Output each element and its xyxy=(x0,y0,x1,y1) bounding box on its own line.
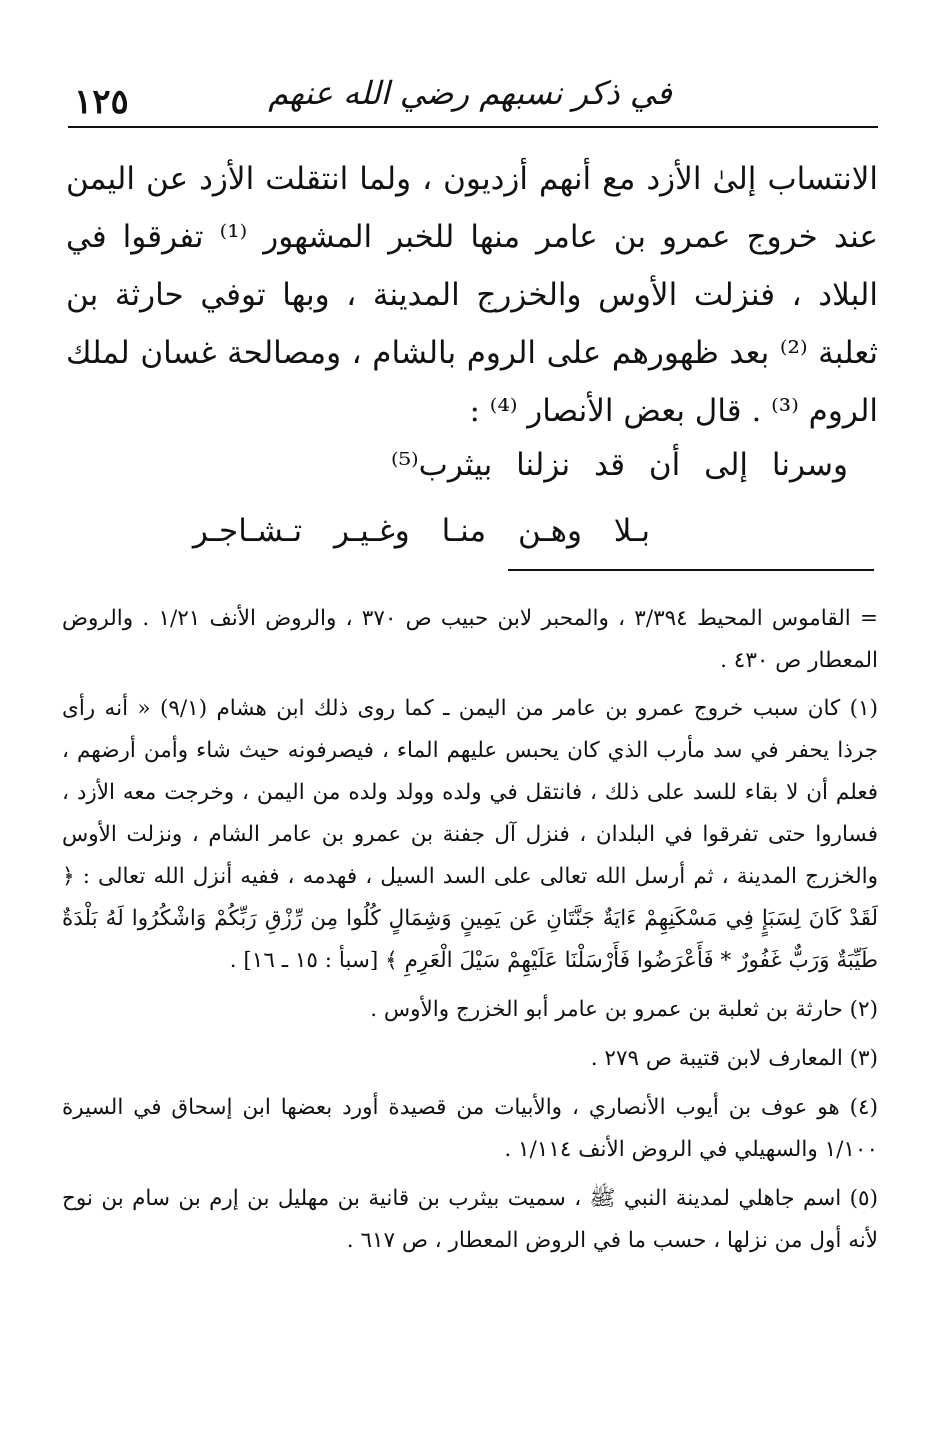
footnote-number: (٢) xyxy=(849,997,878,1022)
footnote-3 xyxy=(62,1038,878,1080)
footnote-number: (٥) xyxy=(849,1186,878,1211)
footnote-number: (٣) xyxy=(849,1046,878,1071)
footnote-5 xyxy=(62,1178,878,1262)
footnote-1 xyxy=(62,688,878,982)
running-title: في ذكر نسبهم رضي الله عنهم xyxy=(268,74,672,112)
page-header xyxy=(62,60,878,124)
header-rule xyxy=(68,126,878,128)
footnote-2 xyxy=(62,989,878,1031)
footnotes xyxy=(62,598,878,1269)
footnote-text: كان سبب خروج عمرو بن عامر من اليمن ـ كما روى ذلك ابن هشام (٩/١) « أنه رأى جرذا يحفر في سد مأرب الذي كان يحبس عليهم الماء ، فيصرفونه حيث شاء وأمن أرضهم ، فعلم أن لا بقاء للسد على ذلك ، فانتقل في ولده وولد ولده من اليمن ، وخرجت معه الأزد ، فساروا حتى تفرقوا في البلدان ، فنزل آل جفنة بن عمرو بن عامر الشام ، ونزلت الأوس والخزرج المدينة ، ثم أرسل الله تعالى على السد السيل ، فهدمه ، ففيه أنزل الله تعالى : ﴿ لَقَدْ كَانَ لِسَبَإٍ فِي مَسْكَنِهِمْ ءَايَةٌ جَنَّتَانِ عَن يَمِينٍ وَشِمَالٍ كُلُوا مِن رِّزْقِ رَبِّكُمْ وَاشْكُرُوا لَهُ بَلْدَةٌ طَيِّبَةٌ وَرَبٌّ غَفُورٌ * فَأَعْرَضُوا فَأَرْسَلْنَا عَلَيْهِمْ سَيْلَ الْعَرِمِ ﴾ [سبأ : ١٥ ـ ١٦] . xyxy=(62,696,878,973)
footnote-text: اسم جاهلي لمدينة النبي ﷺ ، سميت بيثرب بن قانية بن مهليل بن إرم بن سام بن نوح لأنه أول من نزلها ، حسب ما في الروض المعطار ، ص ٦١٧ . xyxy=(62,1186,878,1253)
footnote-number: (٤) xyxy=(849,1095,878,1120)
footnote-separator xyxy=(508,569,874,571)
footnote-text: حارثة بن ثعلبة بن عمرو بن عامر أبو الخزرج والأوس . xyxy=(370,997,843,1022)
footnote-text: المعارف لابن قتيبة ص ٢٧٩ . xyxy=(590,1046,843,1071)
page-number: ١٢٥ xyxy=(74,82,129,122)
footnote-4 xyxy=(62,1087,878,1171)
main-text xyxy=(66,150,878,440)
main-paragraph: الانتساب إلىٰ الأزد مع أنهم أزديون ، ولما انتقلت الأزد عن اليمن عند خروج عمرو بن عامر منها للخبر المشهور ⁽¹⁾ تفرقوا في البلاد ، فنزلت الأوس والخزرج المدينة ، وبها توفي حارثة بن ثعلبة ⁽²⁾ بعد ظهورهم على الروم بالشام ، ومصالحة غسان لملك الروم ⁽³⁾ . قال بعض الأنصار ⁽⁴⁾ : xyxy=(66,161,878,429)
footnote-continuation: = القاموس المحيط ٣/٣٩٤ ، والمحبر لابن حبيب ص ٣٧٠ ، والروض الأنف ١/٢١ . والروض المعطار ص ٤٣٠ . xyxy=(62,606,878,673)
footnote-number: (١) xyxy=(849,696,878,721)
poem-verse-first-hemistich: وسرنا إلى أن قد نزلنا بيثرب⁽⁵⁾ xyxy=(390,447,848,483)
poem-verse-second-hemistich: بـلا وهـن منـا وغـيـر تـشـاجـر xyxy=(192,513,650,549)
footnote-text: هو عوف بن أيوب الأنصاري ، والأبيات من قصيدة أورد بعضها ابن إسحاق في السيرة ١/١٠٠ والسهيلي في الروض الأنف ١/١١٤ . xyxy=(62,1095,878,1162)
